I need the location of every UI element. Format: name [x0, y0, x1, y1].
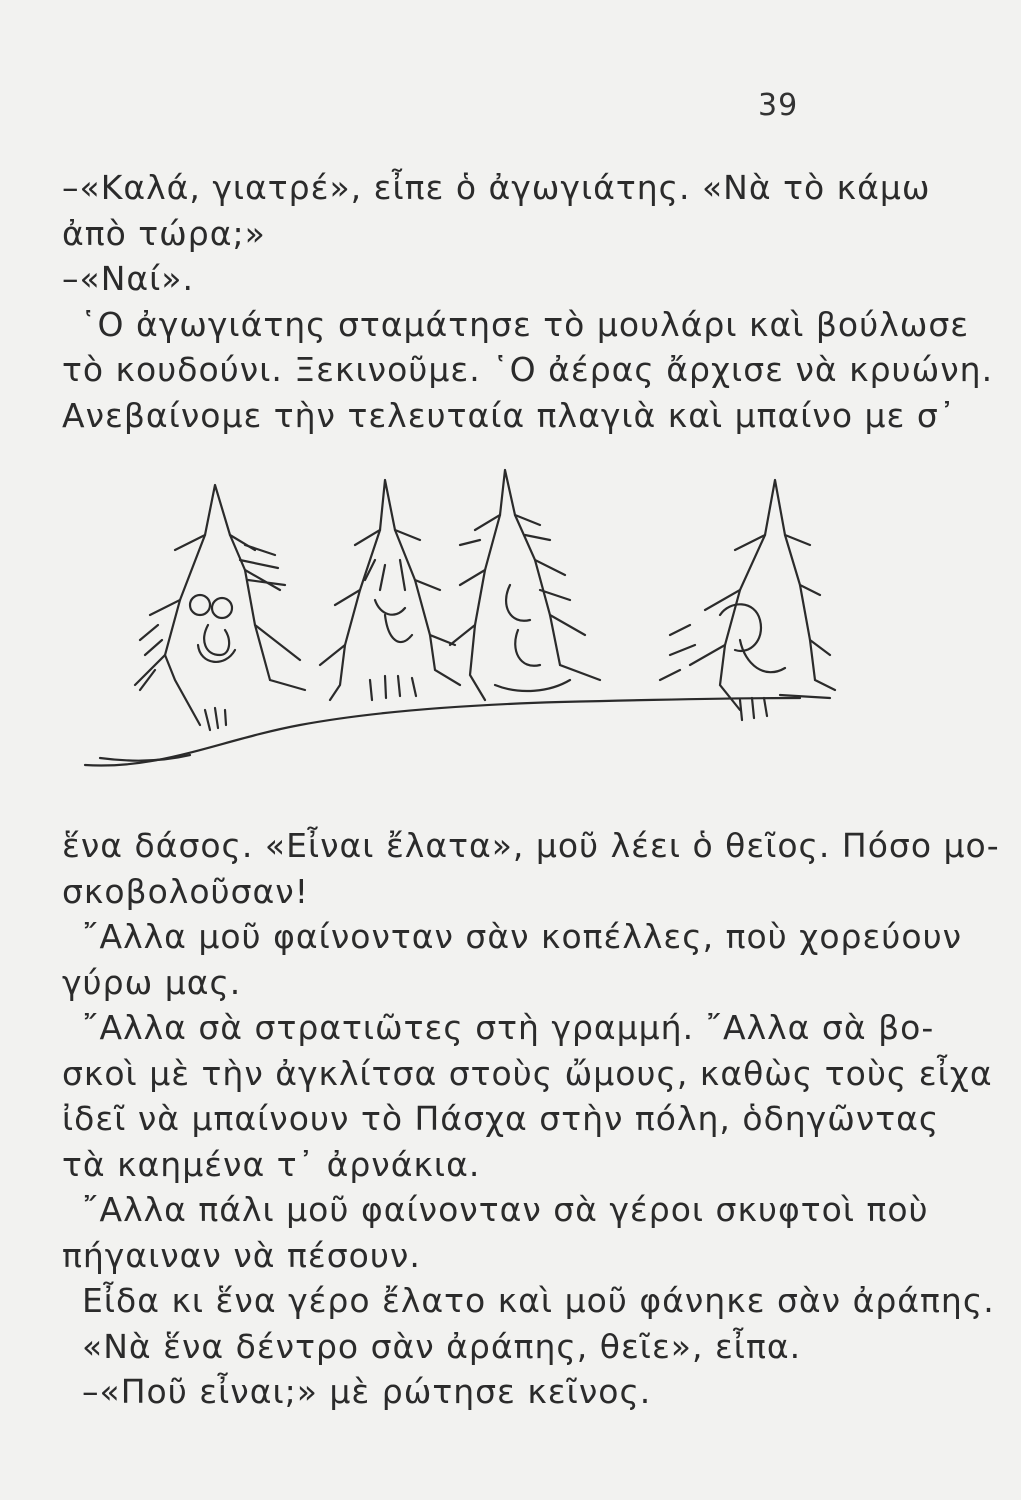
- text-line: ῾Ο ἀγωγιάτης σταμάτησε τὸ μουλάρι καὶ βούλωσε: [80, 304, 970, 344]
- text-line: Εἶδα κι ἕνα γέρο ἔλατο καὶ μοῦ φάνηκε σὰν ἀράπης.: [82, 1281, 995, 1320]
- text-line: ἀπὸ τώρα;»: [62, 213, 266, 253]
- text-line: Ανεβαίνομε τὴν τελευταία πλαγιὰ καὶ μπαίνο με σ᾽: [62, 395, 957, 435]
- text-line: –«Καλά, γιατρέ», εἶπε ὁ ἀγωγιάτης. «Νὰ τὸ κάμω: [62, 168, 931, 207]
- fir-tree-2: [320, 480, 460, 700]
- text-line: ῎Αλλα σὰ στρατιῶτες στὴ γραμμή. ῎Αλλα σὰ βο-: [82, 1008, 935, 1047]
- text-line: «Νὰ ἕνα δέντρο σὰν ἀράπης, θεῖε», εἶπα.: [82, 1326, 802, 1366]
- text-line: ῎Αλλα πάλι μοῦ φαίνονταν σὰ γέροι σκυφτοὶ ποὺ: [82, 1190, 929, 1229]
- text-line: τὰ καημένα τ᾽ ἀρνάκια.: [62, 1144, 481, 1184]
- text-line: γύρω μας.: [62, 962, 242, 1002]
- fir-tree-3: [450, 470, 600, 700]
- page-number: 39: [758, 88, 799, 123]
- fir-tree-4: [660, 480, 835, 720]
- paragraph-top: [62, 165, 994, 438]
- fir-tree-1: [135, 485, 305, 730]
- paragraph-bottom: [62, 823, 1000, 1415]
- text-line: –«Ναί».: [62, 259, 194, 298]
- ground-line: [85, 698, 800, 766]
- text-line: τὸ κουδούνι. Ξεκινοῦμε. ῾Ο ἀέρας ἄρχισε νὰ κρυώνη.: [62, 350, 994, 389]
- fir-trees-illustration: [40, 440, 860, 800]
- text-line: σκοβολοῦσαν!: [62, 871, 309, 911]
- text-line: σκοὶ μὲ τὴν ἀγκλίτσα στοὺς ὤμους, καθὼς τοὺς εἶχα: [62, 1053, 993, 1093]
- text-line: ἰδεῖ νὰ μπαίνουν τὸ Πάσχα στὴν πόλη, ὁδηγῶντας: [62, 1099, 940, 1138]
- text-line: πήγαιναν νὰ πέσουν.: [62, 1235, 421, 1275]
- text-line: ἕνα δάσος. «Εἶναι ἔλατα», μοῦ λέει ὁ θεῖος. Πόσο μο-: [62, 826, 1000, 865]
- text-line: –«Ποῦ εἶναι;» μὲ ρώτησε κεῖνος.: [82, 1372, 652, 1411]
- text-line: ῎Αλλα μοῦ φαίνονταν σὰν κοπέλλες, ποὺ χορεύουν: [82, 917, 963, 956]
